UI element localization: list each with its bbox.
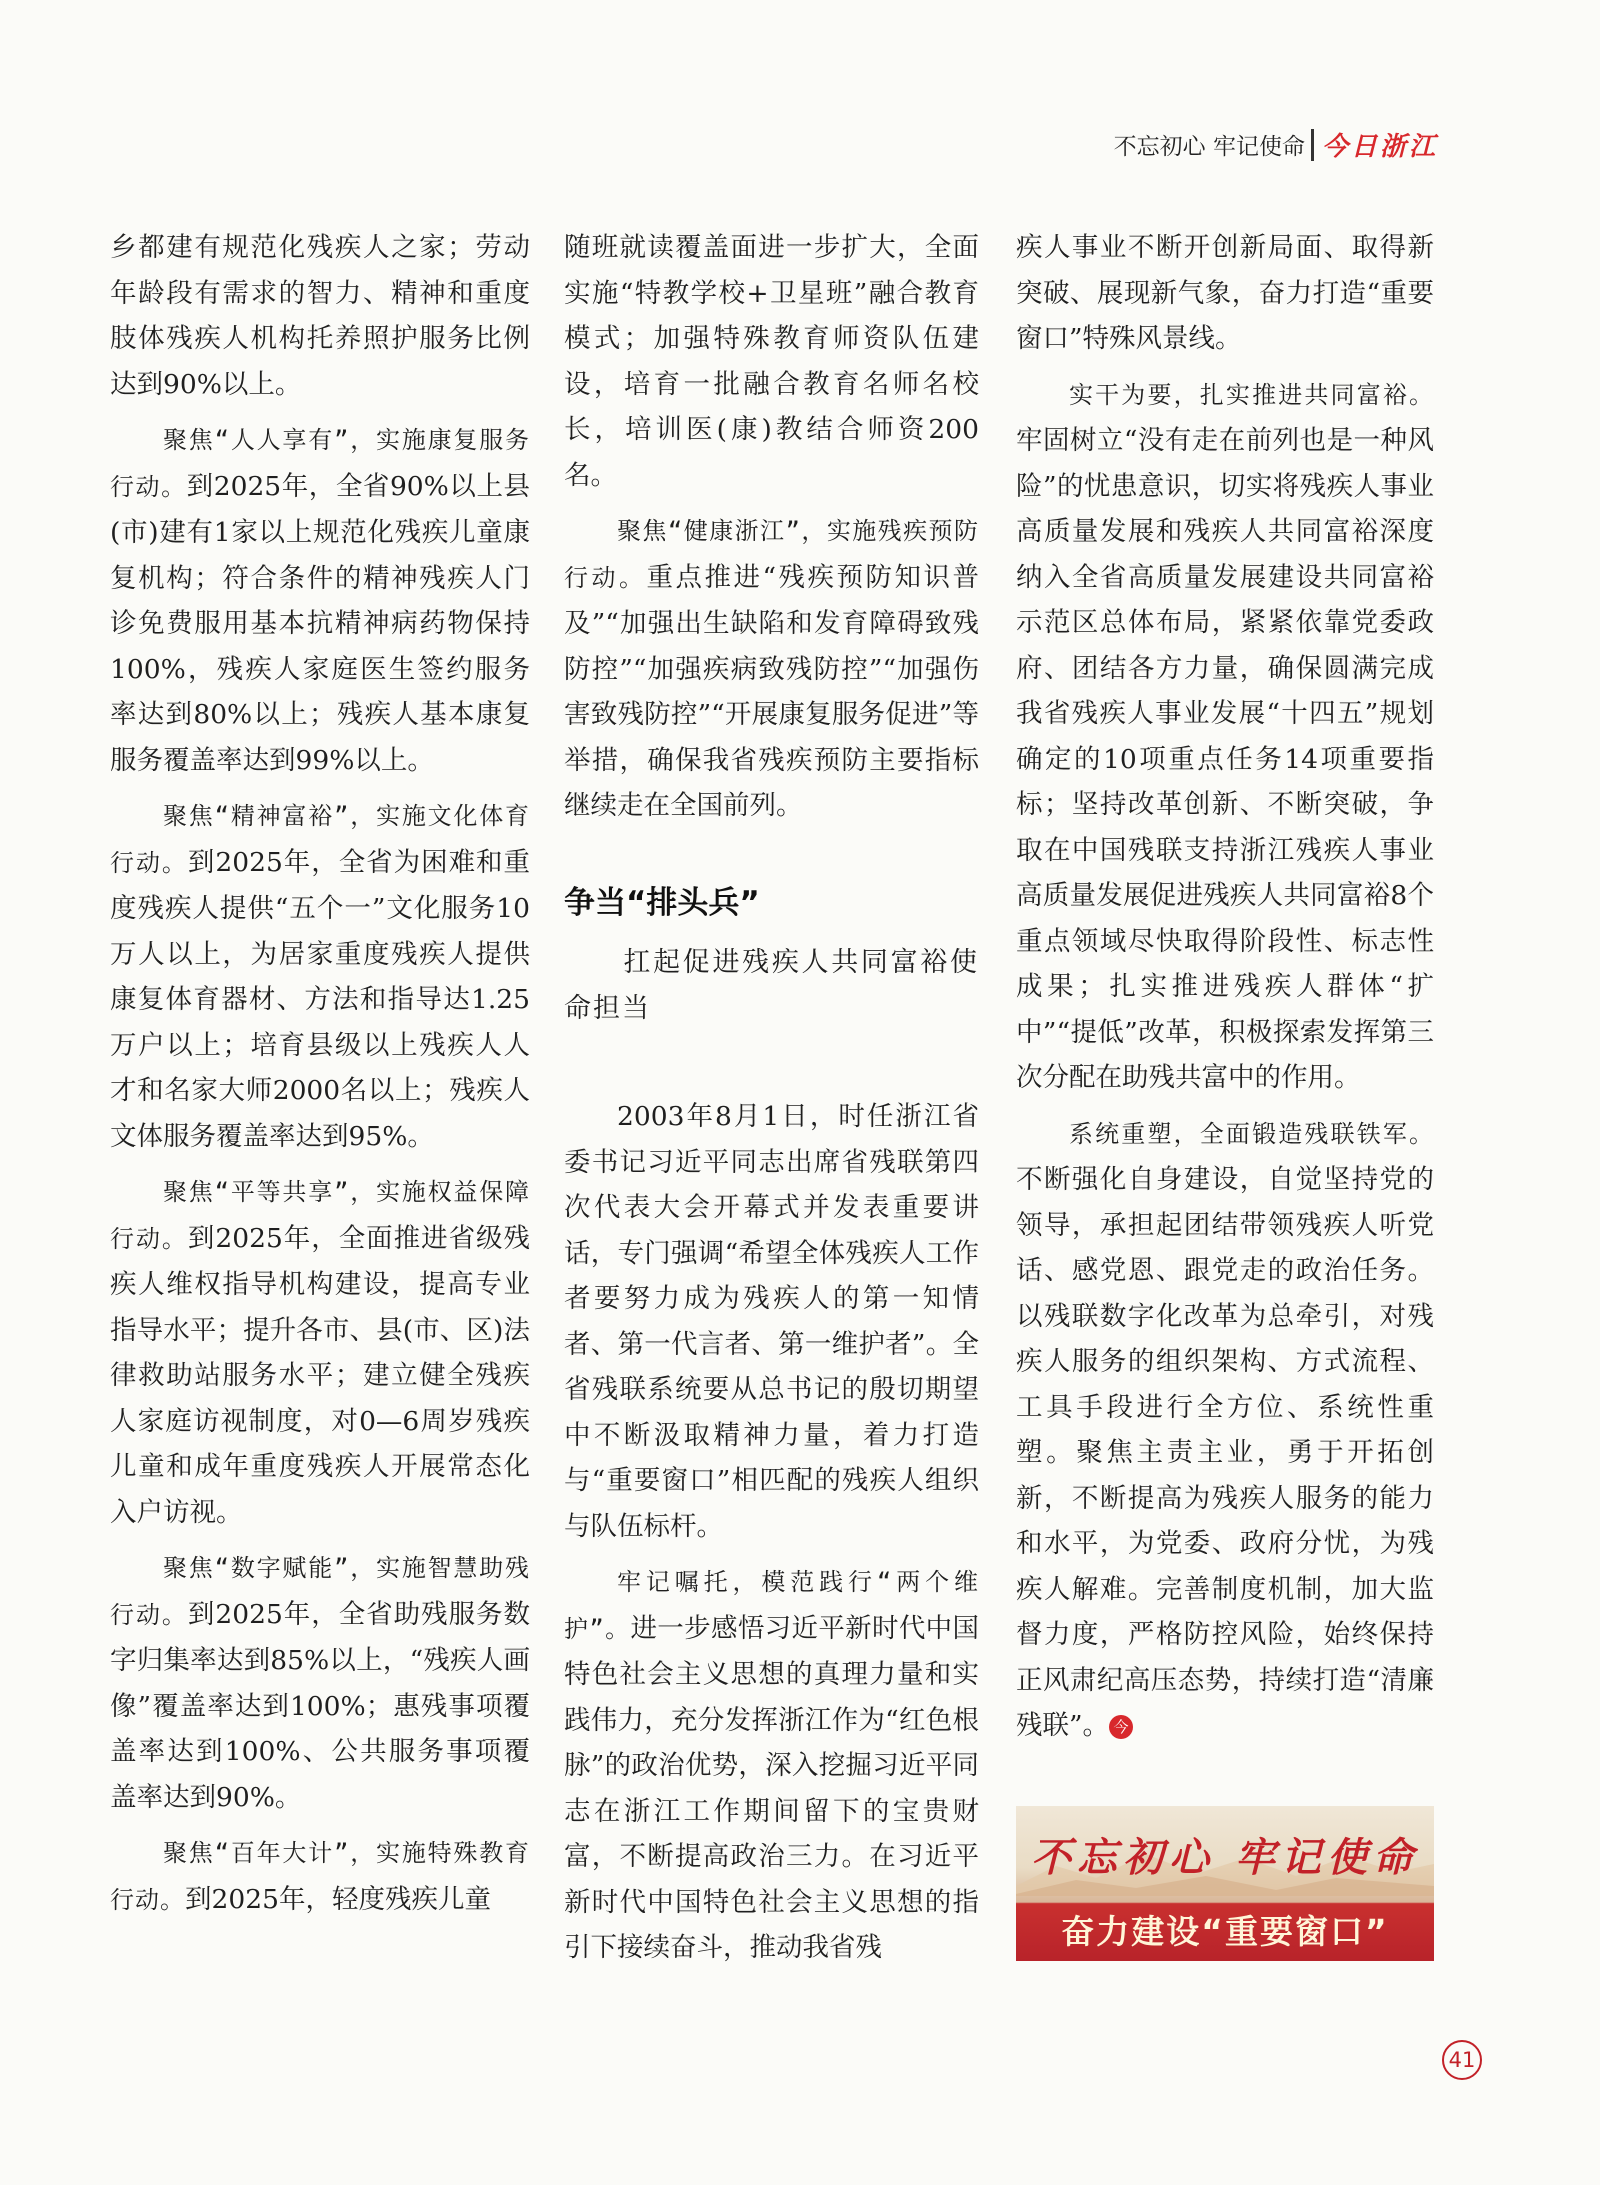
paragraph: 聚焦“数字赋能”，实施智慧助残行动。到2025年，全省助残服务数字归集率达到85%以上，“残疾人画像”覆盖率达到100%；惠残事项覆盖率达到100%、公共服务事项覆盖率达到90%。 xyxy=(110,1554,530,1813)
paragraph-lead: 系统重塑，全面锻造残联铁军。 xyxy=(1069,1119,1434,1148)
paragraph: 疾人事业不断开创新局面、取得新突破、展现新气象，奋力打造“重要窗口”特殊风景线。 xyxy=(1016,232,1434,354)
paragraph: 实干为要，扎实推进共同富裕。牢固树立“没有走在前列也是一种风险”的忧患意识，切实将残疾人事业高质量发展和残疾人共同富裕深度纳入全省高质量发展建设共同富裕示范区总体布局，紧紧依靠党委政府、团结各方力量，确保圆满完成我省残疾人事业发展“十四五”规划确定的10项重点任务14项重要指标；坚持改革创新、不断突破，争取在中国残联支持浙江残疾人事业高质量发展促进残疾人共同富裕8个重点领域尽快取得阶段性、标志性成果；扎实推进残疾人群体“扩中”“提低”改革，积极探索发挥第三次分配在助残共富中的作用。 xyxy=(1016,380,1434,1093)
magazine-logo: 今日浙江 xyxy=(1321,132,1438,162)
paragraph: 聚焦“平等共享”，实施权益保障行动。到2025年，全面推进省级残疾人维权指导机构建设，提高专业指导水平；提升各市、县(市、区)法律救助站服务水平；建立健全残疾人家庭访视制度，对0—6周岁残疾儿童和成年重度残疾人开展常态化入户访视。 xyxy=(110,1178,530,1528)
paragraph: 牢记嘱托，模范践行“两个维护”。进一步感悟习近平新时代中国特色社会主义思想的真理力量和实践伟力，充分发挥浙江作为“红色根脉”的政治优势，深入挖掘习近平同志在浙江工作期间留下的宝贵财富，不断提高政治三力。在习近平新时代中国特色社会主义思想的指引下接续奋斗，推动我省残 xyxy=(564,1568,980,1963)
paragraph: 乡都建有规范化残疾人之家；劳动年龄段有需求的智力、精神和重度肢体残疾人机构托养照护服务比例达到90%以上。 xyxy=(110,232,530,400)
paragraph: 聚焦“百年大计”，实施特殊教育行动。到2025年，轻度残疾儿童 xyxy=(110,1839,530,1915)
paragraph: 2003年8月1日，时任浙江省委书记习近平同志出席省残联第四次代表大会开幕式并发表重要讲话，专门强调“希望全体残疾人工作者要努力成为残疾人的第一知情者、第一代言者、第一维护者”。全省残联系统要从总书记的殷切期望中不断汲取精神力量，着力打造与“重要窗口”相匹配的残疾人组织与队伍标杆。 xyxy=(564,1101,979,1542)
paragraph: 聚焦“健康浙江”，实施残疾预防行动。重点推进“残疾预防知识普及”“加强出生缺陷和发育障碍致残防控”“加强疾病致残防控”“加强伤害致残防控”“开展康复服务促进”等举措，确保我省残疾预防主要指标继续走在全国前列。 xyxy=(564,517,979,821)
header-divider xyxy=(1311,129,1314,161)
column-3 xyxy=(1016,225,1434,1759)
article-end-mark: 今 xyxy=(1109,1715,1133,1739)
paragraph-lead: 聚焦“健康浙江”，实施残疾预防行动。 xyxy=(564,517,979,592)
paragraph: 系统重塑，全面锻造残联铁军。不断强化自身建设，自觉坚持党的领导，承担起团结带领残疾人听党话、感党恩、跟党走的政治任务。以残联数字化改革为总牵引，对残疾人服务的组织架构、方式流程、工具手段进行全方位、系统性重塑。聚焦主责主业，勇于开拓创新，不断提高为残疾人服务的能力和水平，为党委、政府分忧，为残疾人解难。完善制度机制，加大监督力度，严格防控风险，始终保持正风肃纪高压态势，持续打造“清廉残联”。 今 xyxy=(1016,1119,1434,1741)
paragraph-lead: 牢记嘱托，模范践行“两个维护”。 xyxy=(564,1568,979,1643)
page-header xyxy=(1114,126,1438,163)
paragraph: 聚焦“精神富裕”，实施文化体育行动。到2025年，全省为困难和重度残疾人提供“五个一”文化服务10万人以上，为居家重度残疾人提供康复体育器材、方法和指导达1.25万户以上；培育县级以上残疾人人才和名家大师2000名以上；残疾人文体服务覆盖率达到95%。 xyxy=(110,802,530,1152)
header-slogan: 不忘初心 牢记使命 xyxy=(1113,134,1305,160)
paragraph-lead: 聚焦“数字赋能”，实施智慧助残行动。 xyxy=(110,1554,530,1629)
paragraph-lead: 聚焦“百年大计”，实施特殊教育行动。 xyxy=(110,1839,530,1914)
page-number: 41 xyxy=(1442,2040,1482,2080)
section-subtitle: 扛起促进残疾人共同富裕使命担当 xyxy=(564,947,979,1024)
section-title: 争当“排头兵” xyxy=(564,884,760,921)
paragraph: 随班就读覆盖面进一步扩大，全面实施“特教学校+卫星班”融合教育模式；加强特殊教育师资队伍建设，培育一批融合教育名师名校长，培训医(康)教结合师资200名。 xyxy=(564,232,979,491)
slogan-banner xyxy=(1016,1806,1434,1961)
column-2 xyxy=(564,225,979,1981)
banner-slogan: 不忘初心 牢记使命 xyxy=(1031,1834,1419,1881)
paragraph: 聚焦“人人享有”，实施康复服务行动。到2025年，全省90%以上县(市)建有1家以上规范化残疾儿童康复机构；符合条件的精神残疾人门诊免费服用基本抗精神病药物保持100%，残疾人家庭医生签约服务率达到80%以上；残疾人基本康复服务覆盖率达到99%以上。 xyxy=(110,426,531,776)
paragraph-lead: 实干为要，扎实推进共同富裕。 xyxy=(1069,380,1434,409)
paragraph-lead: 聚焦“精神富裕”，实施文化体育行动。 xyxy=(110,802,530,877)
column-1 xyxy=(110,225,530,1933)
paragraph-lead: 聚焦“平等共享”，实施权益保障行动。 xyxy=(110,1178,530,1253)
paragraph-lead: 聚焦“人人享有”，实施康复服务行动。 xyxy=(110,426,530,501)
banner-headline: 奋力建设“重要窗口” xyxy=(1061,1912,1389,1951)
